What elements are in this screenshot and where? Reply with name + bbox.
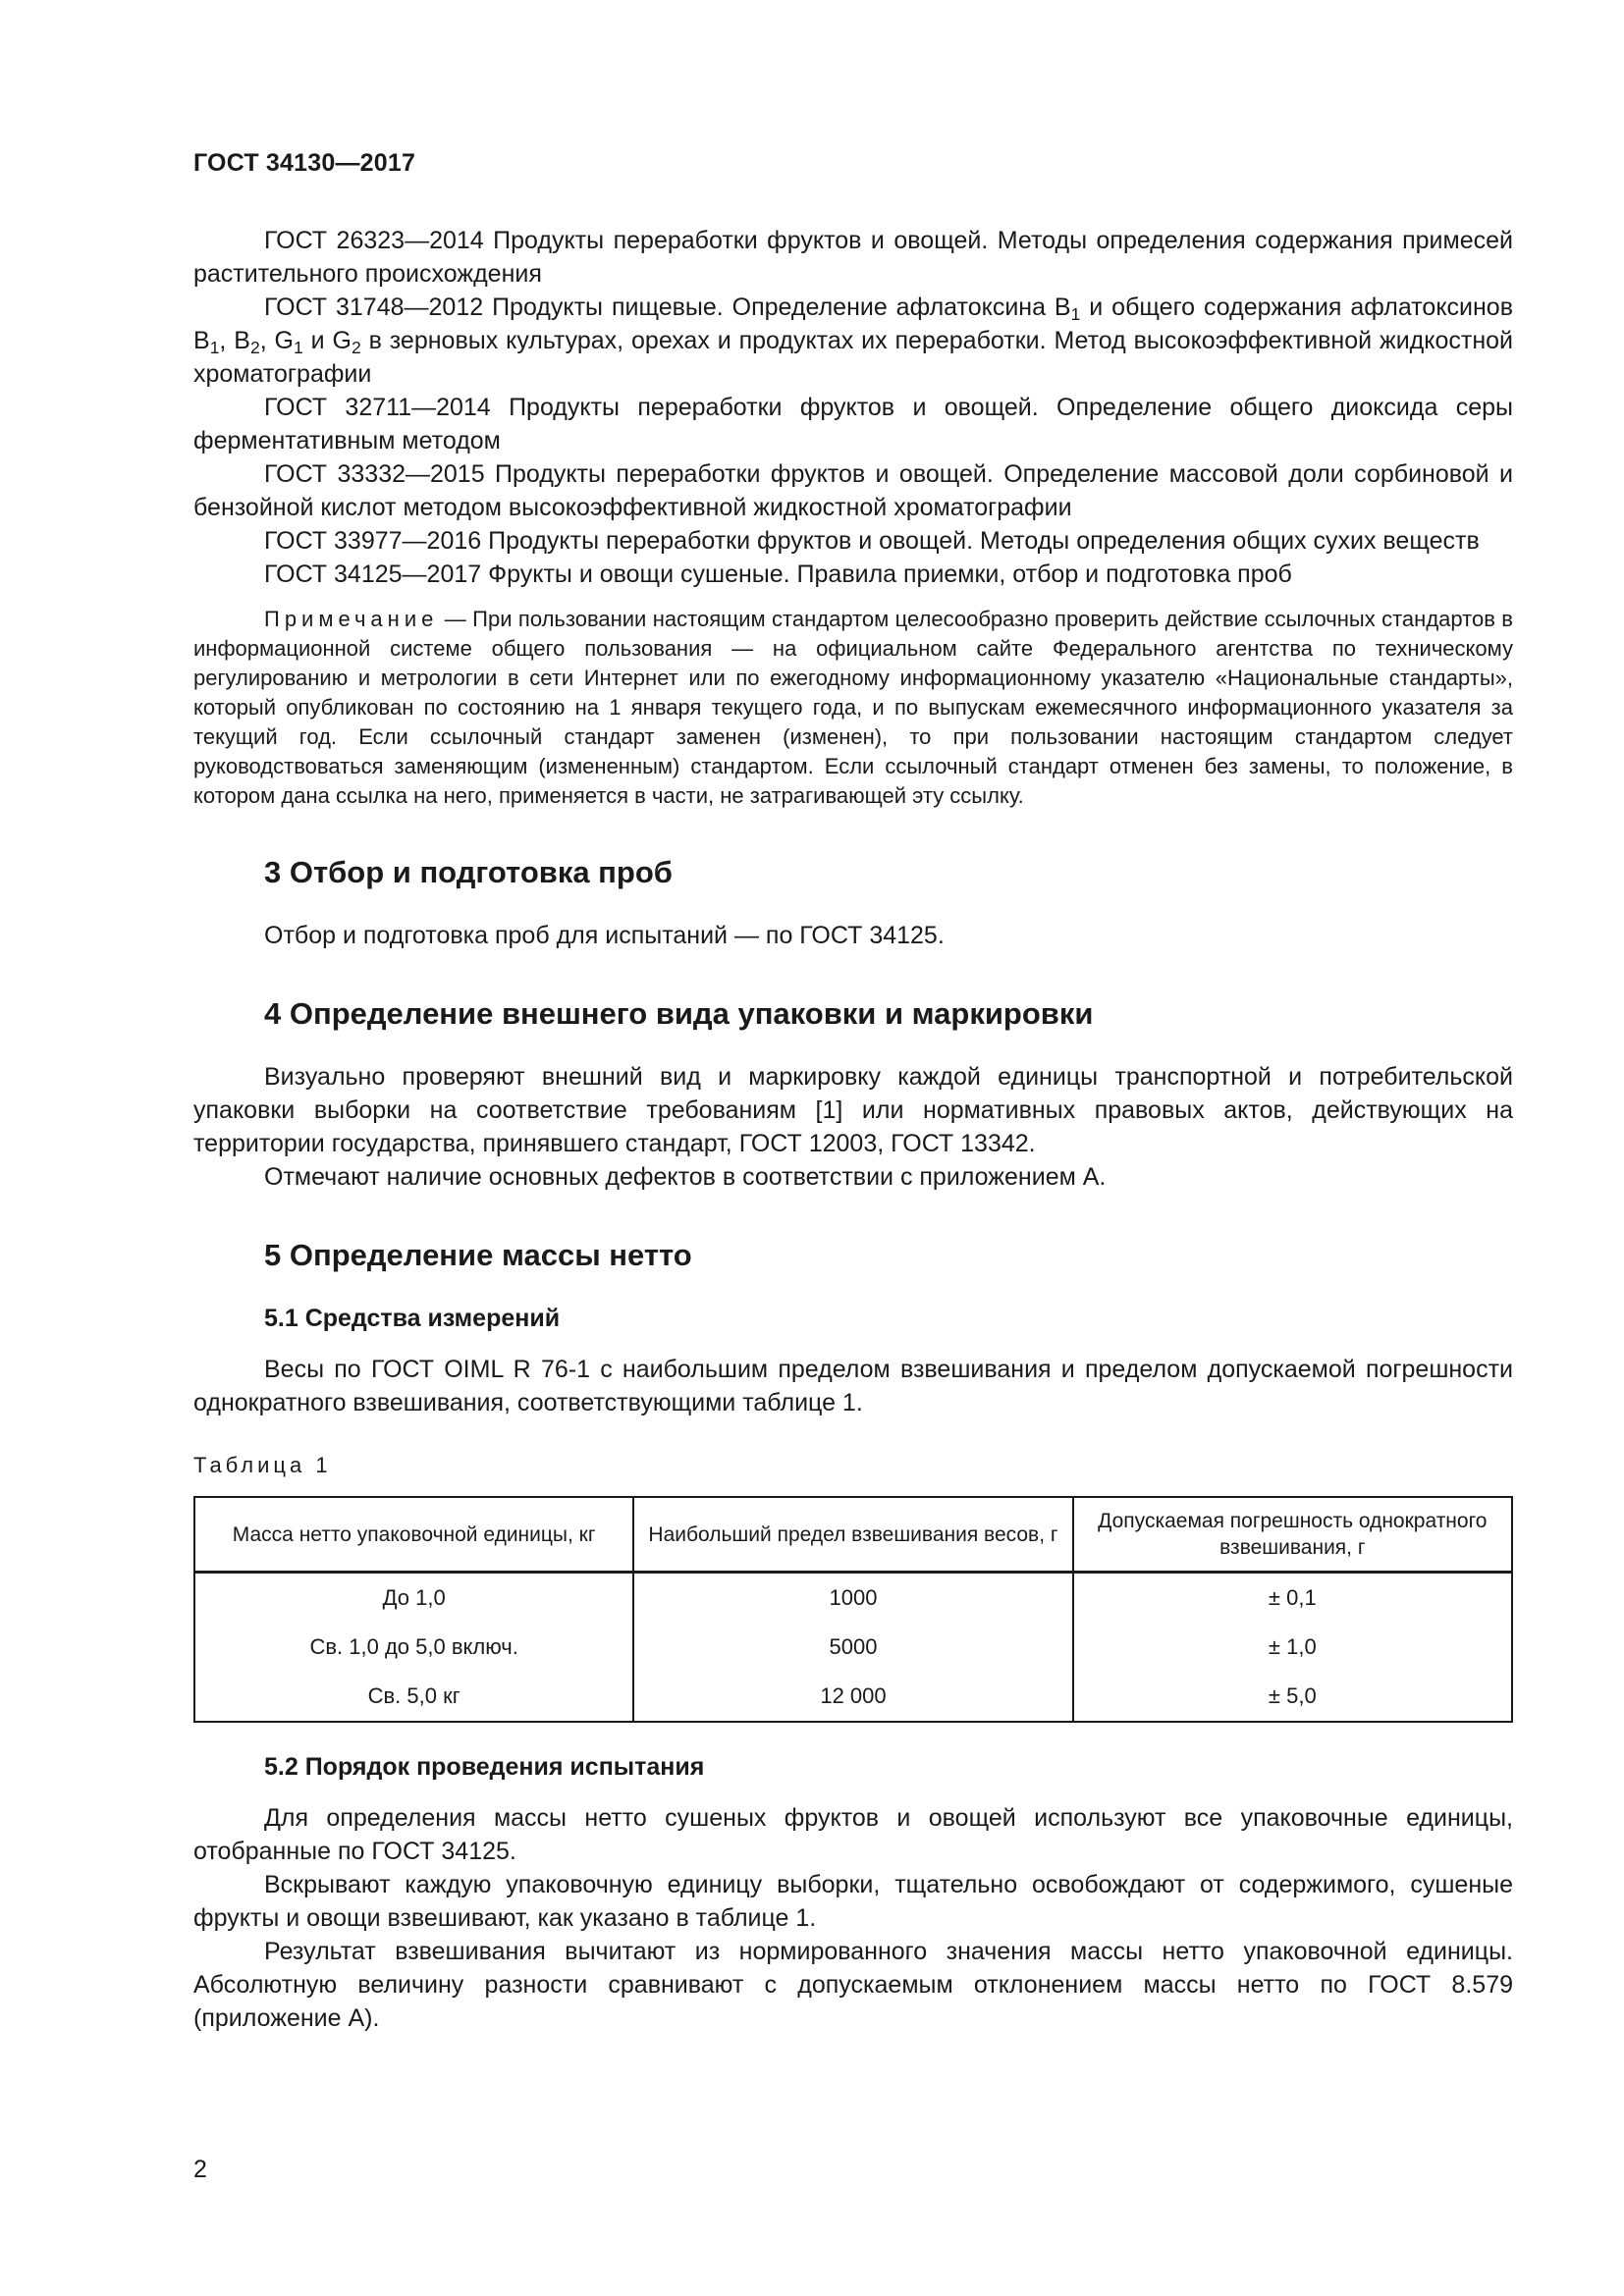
table-header-row: [194, 1497, 1512, 1573]
section-4-title: 4 Определение внешнего вида упаковки и маркировки: [264, 996, 1094, 1031]
page-number: 2: [193, 2156, 207, 2183]
reference-item-aflatoxin: ГОСТ 31748—2012 Продукты пищевые. Определение афлатоксина $B_1$ и общего содержания афлатоксинов $B_1$, $B_2$, $G_1$ и $G_2$ в зерновых культурах, орехах и продуктах их переработки. Метод высокоэффективной жидкостной хроматографии: [193, 294, 1513, 388]
table-cell: 5000: [633, 1623, 1072, 1672]
subsection-5-1-text: Весы по ГОСТ OIML R 76-1 с наибольшим пределом взвешивания и пределом допускаемой погрешности однократного взвешивания, соответствующими таблице 1.: [193, 1356, 1513, 1416]
subsection-5-2-paragraph: Для определения массы нетто сушеных фруктов и овощей используют все упаковочные единицы, отобранные по ГОСТ 34125.: [193, 1804, 1513, 1865]
table-cell: Св. 5,0 кг: [194, 1672, 633, 1722]
reference-item: ГОСТ 33332—2015 Продукты переработки фруктов и овощей. Определение массовой доли сорбиновой и бензойной кислот методом высокоэффективной жидкостной хроматографии: [193, 460, 1513, 521]
note-text: — При пользовании настоящим стандартом целесообразно проверить действие ссылочных стандартов в информационной системе общего пользования — на официальном сайте Федерального агентства по техническому регулированию и метрологии в сети Интернет или по ежегодному информационному указателю «Национальные стандарты», который опубликован по состоянию на 1 января текущего года, и по выпускам ежемесячного информационного указателя за текущий год. Если ссылочный стандарт заменен (изменен), то при пользовании настоящим стандартом следует руководствоваться заменяющим (измененным) стандартом. Если ссылочный стандарт отменен без замены, то положение, в котором дана ссылка на него, применяется в части, не затрагивающей эту ссылку.: [193, 607, 1513, 808]
table-cell: Св. 1,0 до 5,0 включ.: [194, 1623, 633, 1672]
document-body: [193, 224, 1513, 2035]
subsection-5-2-paragraph: Вскрывают каждую упаковочную единицу выборки, тщательно освобождают от содержимого, сушеные фрукты и овощи взвешивают, как указано в таблице 1.: [193, 1871, 1513, 1932]
reference-item: ГОСТ 34125—2017 Фрукты и овощи сушеные. Правила приемки, отбор и подготовка проб: [264, 561, 1292, 588]
section-3-text: Отбор и подготовка проб для испытаний — по ГОСТ 34125.: [264, 922, 945, 949]
reference-item: ГОСТ 32711—2014 Продукты переработки фруктов и овощей. Определение общего диоксида серы ферментативным методом: [193, 394, 1513, 454]
reference-item: ГОСТ 33977—2016 Продукты переработки фруктов и овощей. Методы определения общих сухих веществ: [264, 527, 1480, 555]
table-cell: 1000: [633, 1573, 1072, 1624]
table-cell: До 1,0: [194, 1573, 633, 1624]
table-header-cell: Масса нетто упаковочной единицы, кг: [194, 1497, 633, 1573]
table-cell: ± 5,0: [1073, 1672, 1512, 1722]
section-4-paragraph: Отмечают наличие основных дефектов в соответствии с приложением А.: [264, 1163, 1107, 1191]
subsection-5-2-paragraph: Результат взвешивания вычитают из нормированного значения массы нетто упаковочной единицы. Абсолютную величину разности сравнивают с допускаемым отклонением массы нетто по ГОСТ 8.579 (приложение А).: [193, 1938, 1513, 2032]
subsection-5-2-title: 5.2 Порядок проведения испытания: [264, 1753, 705, 1781]
section-5-title: 5 Определение массы нетто: [264, 1238, 692, 1272]
reference-item: ГОСТ 26323—2014 Продукты переработки фруктов и овощей. Методы определения содержания примесей растительного происхождения: [193, 227, 1513, 288]
section-4-paragraph: Визуально проверяют внешний вид и маркировку каждой единицы транспортной и потребительской упаковки выборки на соответствие требованиям [1] или нормативных правовых актов, действующих на территории государства, принявшего стандарт, ГОСТ 12003, ГОСТ 13342.: [193, 1063, 1513, 1157]
subsection-5-1-title: 5.1 Средства измерений: [264, 1305, 561, 1332]
note: [193, 605, 1513, 811]
note-label: Примечание: [264, 607, 439, 631]
table-cell: ± 0,1: [1073, 1573, 1512, 1624]
table-row: [194, 1623, 1512, 1672]
table-header-cell: Наибольший предел взвешивания весов, г: [633, 1497, 1072, 1573]
document-header: ГОСТ 34130—2017: [193, 149, 416, 177]
table-row: [194, 1573, 1512, 1624]
table-cell: ± 1,0: [1073, 1623, 1512, 1672]
table-cell: 12 000: [633, 1672, 1072, 1722]
table-caption: Таблица 1: [193, 1453, 332, 1477]
section-3-title: 3 Отбор и подготовка проб: [264, 855, 673, 889]
table-1: [193, 1496, 1513, 1723]
table-row: [194, 1672, 1512, 1722]
table-header-cell: Допускаемая погрешность однократного взвешивания, г: [1073, 1497, 1512, 1573]
